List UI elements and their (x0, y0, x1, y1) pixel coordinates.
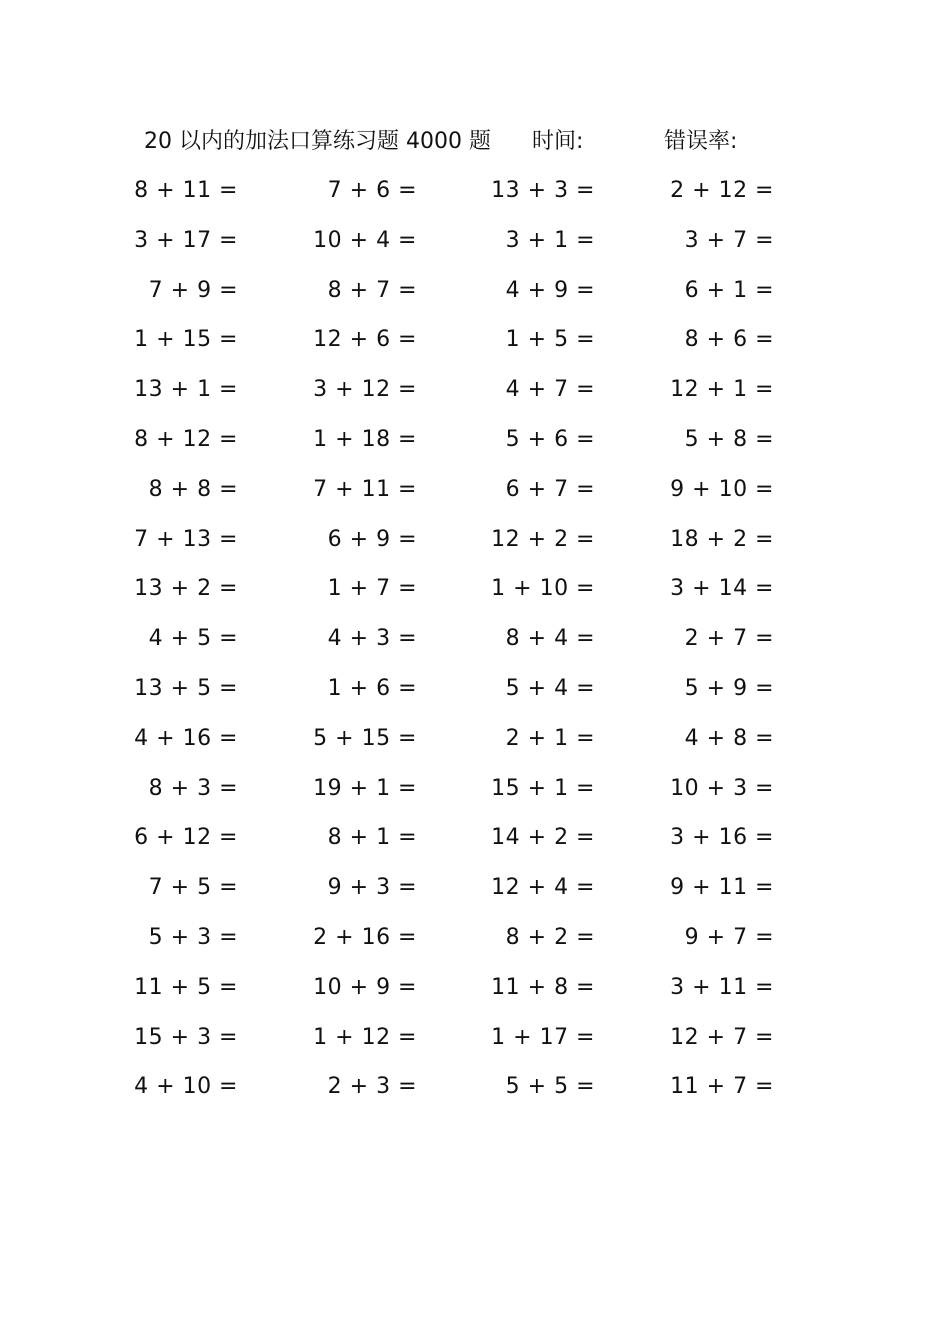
problem-cell: 8 + 4 = (505, 626, 595, 652)
problem-row (0, 1067, 950, 1117)
problem-cell: 1 + 15 = (134, 327, 238, 353)
problem-cell: 10 + 3 = (670, 775, 774, 801)
problem-cell: 15 + 3 = (134, 1024, 238, 1050)
problem-cell: 14 + 2 = (491, 825, 595, 851)
problem-row (0, 271, 950, 321)
problem-cell: 13 + 3 = (491, 178, 595, 203)
problem-cell: 2 + 3 = (327, 1074, 417, 1100)
problem-cell: 2 + 1 = (505, 725, 595, 751)
problem-row (0, 221, 950, 271)
problem-cell: 12 + 2 = (491, 526, 595, 552)
problem-cell: 8 + 7 = (327, 277, 417, 303)
problem-cell: 12 + 1 = (670, 377, 774, 403)
problem-row (0, 1018, 950, 1068)
problem-cell: 11 + 7 = (670, 1074, 774, 1100)
problem-row (0, 769, 950, 819)
problem-cell: 15 + 1 = (491, 775, 595, 801)
problem-cell: 5 + 5 = (505, 1074, 595, 1100)
problem-cell: 3 + 16 = (670, 825, 774, 851)
worksheet-header (0, 126, 950, 158)
problem-row (0, 619, 950, 669)
problem-cell: 8 + 3 = (148, 775, 238, 801)
problem-cell: 9 + 3 = (327, 875, 417, 901)
problem-row (0, 918, 950, 968)
problem-cell: 1 + 5 = (505, 327, 595, 353)
problem-cell: 7 + 9 = (148, 277, 238, 303)
problem-cell: 4 + 16 = (134, 725, 238, 751)
problem-cell: 13 + 5 = (134, 675, 238, 701)
problem-cell: 1 + 18 = (313, 426, 417, 452)
problem-cell: 3 + 14 = (670, 576, 774, 602)
problem-cell: 13 + 1 = (134, 377, 238, 403)
problem-cell: 1 + 6 = (327, 675, 417, 701)
problem-cell: 18 + 2 = (670, 526, 774, 552)
problem-cell: 7 + 13 = (134, 526, 238, 552)
error-rate-label: 错误率: (664, 129, 738, 154)
problem-cell: 9 + 11 = (670, 875, 774, 901)
problem-cell: 9 + 10 = (670, 476, 774, 502)
problem-row (0, 818, 950, 868)
problem-row (0, 420, 950, 470)
problem-cell: 2 + 12 = (670, 178, 774, 203)
problem-cell: 7 + 11 = (313, 476, 417, 502)
problem-cell: 5 + 6 = (505, 426, 595, 452)
problem-row (0, 669, 950, 719)
problem-cell: 8 + 2 = (505, 924, 595, 950)
problem-grid (0, 171, 950, 1117)
problem-cell: 2 + 16 = (313, 924, 417, 950)
problem-cell: 6 + 9 = (327, 526, 417, 552)
problem-cell: 1 + 12 = (313, 1024, 417, 1050)
problem-cell: 12 + 4 = (491, 875, 595, 901)
problem-cell: 7 + 5 = (148, 875, 238, 901)
problem-row (0, 569, 950, 619)
problem-cell: 1 + 7 = (327, 576, 417, 602)
problem-cell: 8 + 6 = (684, 327, 774, 353)
problem-cell: 4 + 8 = (684, 725, 774, 751)
problem-row (0, 470, 950, 520)
problem-cell: 2 + 7 = (684, 626, 774, 652)
problem-cell: 6 + 7 = (505, 476, 595, 502)
problem-row (0, 719, 950, 769)
problem-cell: 1 + 17 = (491, 1024, 595, 1050)
problem-cell: 1 + 10 = (491, 576, 595, 602)
problem-row (0, 868, 950, 918)
problem-cell: 8 + 12 = (134, 426, 238, 452)
problem-cell: 5 + 9 = (684, 675, 774, 701)
problem-cell: 3 + 1 = (505, 227, 595, 253)
problem-cell: 4 + 9 = (505, 277, 595, 303)
problem-cell: 5 + 4 = (505, 675, 595, 701)
problem-cell: 8 + 1 = (327, 825, 417, 851)
problem-cell: 12 + 6 = (313, 327, 417, 353)
problem-cell: 3 + 12 = (313, 377, 417, 403)
problem-cell: 3 + 7 = (684, 227, 774, 253)
problem-cell: 5 + 15 = (313, 725, 417, 751)
problem-cell: 4 + 5 = (148, 626, 238, 652)
problem-cell: 9 + 7 = (684, 924, 774, 950)
problem-cell: 11 + 5 = (134, 974, 238, 1000)
problem-cell: 5 + 8 = (684, 426, 774, 452)
problem-cell: 3 + 11 = (670, 974, 774, 1000)
problem-cell: 8 + 11 = (134, 178, 238, 203)
problem-cell: 6 + 1 = (684, 277, 774, 303)
problem-cell: 6 + 12 = (134, 825, 238, 851)
worksheet-title: 20 以内的加法口算练习题 4000 题 (144, 129, 491, 154)
problem-cell: 7 + 6 = (327, 178, 417, 203)
problem-row (0, 171, 950, 221)
problem-cell: 4 + 10 = (134, 1074, 238, 1100)
problem-row (0, 968, 950, 1018)
problem-cell: 12 + 7 = (670, 1024, 774, 1050)
problem-cell: 4 + 7 = (505, 377, 595, 403)
problem-row (0, 320, 950, 370)
problem-cell: 10 + 4 = (313, 227, 417, 253)
problem-cell: 5 + 3 = (148, 924, 238, 950)
problem-row (0, 370, 950, 420)
problem-cell: 11 + 8 = (491, 974, 595, 1000)
problem-cell: 19 + 1 = (313, 775, 417, 801)
problem-cell: 8 + 8 = (148, 476, 238, 502)
problem-cell: 13 + 2 = (134, 576, 238, 602)
problem-cell: 4 + 3 = (327, 626, 417, 652)
problem-cell: 3 + 17 = (134, 227, 238, 253)
problem-cell: 10 + 9 = (313, 974, 417, 1000)
problem-row (0, 520, 950, 570)
time-label: 时间: (532, 129, 584, 154)
